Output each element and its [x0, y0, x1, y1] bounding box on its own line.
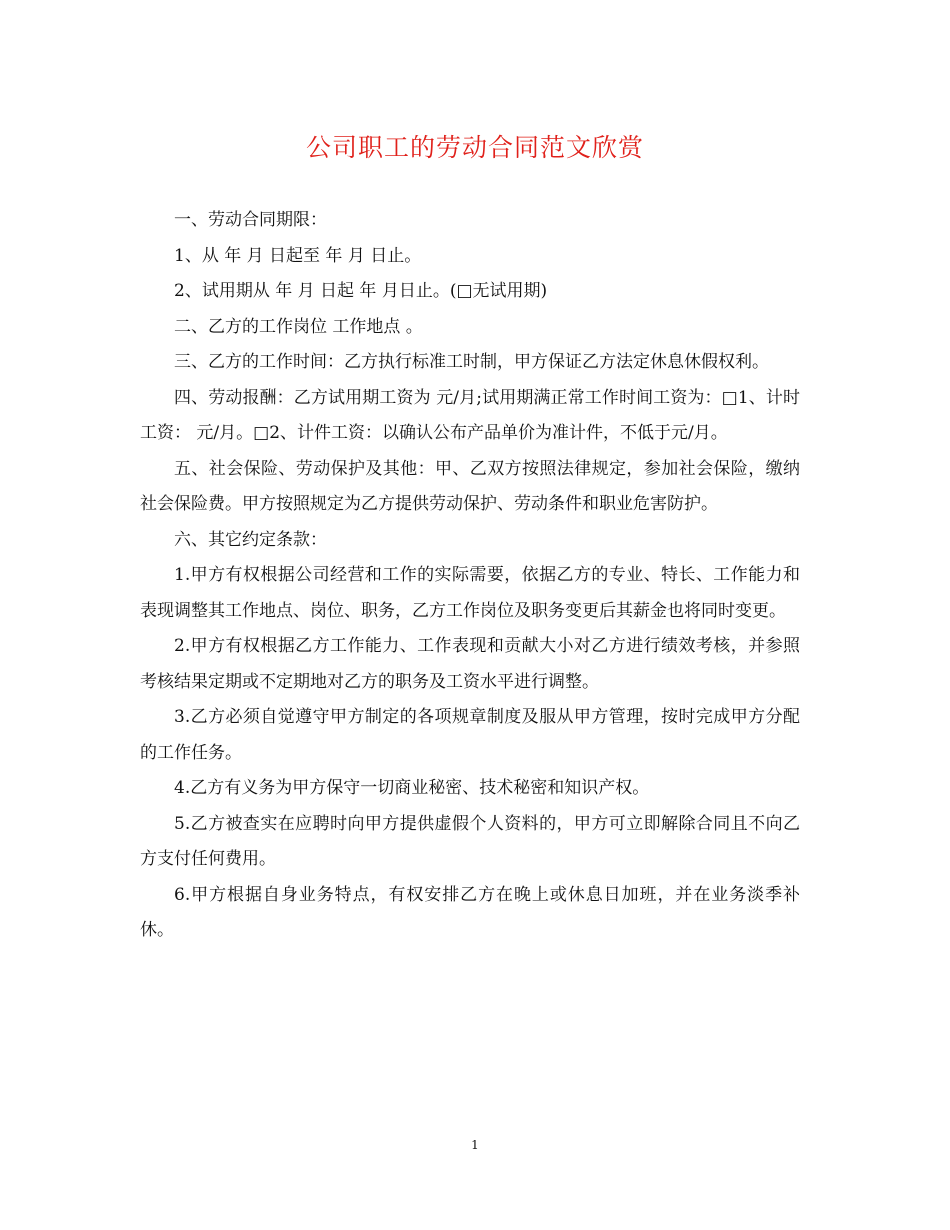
page-number: 1: [471, 1138, 479, 1152]
paragraph: 二、乙方的工作岗位 工作地点 。: [174, 316, 423, 337]
paragraph: 1、从 年 月 日起至 年 月 日止。: [174, 245, 422, 266]
paragraph: 3.乙方必须自觉遵守甲方制定的各项规章制度及服从甲方管理，按时完成甲方分配的工作任务。: [140, 707, 800, 763]
paragraph: 6.甲方根据自身业务特点，有权安排乙方在晚上或休息日加班，并在业务淡季补休。: [140, 884, 800, 940]
paragraph: 1.甲方有权根据公司经营和工作的实际需要，依据乙方的专业、特长、工作能力和表现调整其工作地点、岗位、职务，乙方工作岗位及职务变更后其薪金也将同时变更。: [140, 565, 800, 621]
paragraph: 一、劳动合同期限：: [174, 210, 327, 230]
paragraph: 六、其它约定条款：: [174, 529, 327, 550]
paragraph: 2、试用期从 年 月 日起 年 月日止。(□无试用期): [174, 281, 548, 301]
paragraph: 三、乙方的工作时间：乙方执行标准工时制，甲方保证乙方法定休息休假权利。: [174, 352, 769, 372]
document-title: 公司职工的劳动合同范文欣赏: [305, 133, 644, 162]
document-body: [140, 203, 800, 949]
paragraph: 4.乙方有义务为甲方保守一切商业秘密、技术秘密和知识产权。: [174, 778, 650, 798]
paragraph: 四、劳动报酬：乙方试用期工资为 元/月;试用期满正常工作时间工资为：□1、计时工资： 元/月。□2、计件工资：以确认公布产品单价为准计件，不低于元/月。: [140, 387, 800, 443]
paragraph: 五、社会保险、劳动保护及其他：甲、乙双方按照法律规定，参加社会保险，缴纳社会保险费。甲方按照规定为乙方提供劳动保护、劳动条件和职业危害防护。: [140, 458, 800, 514]
paragraph: 2.甲方有权根据乙方工作能力、工作表现和贡献大小对乙方进行绩效考核，并参照考核结果定期或不定期地对乙方的职务及工资水平进行调整。: [140, 636, 800, 692]
paragraph: 5.乙方被查实在应聘时向甲方提供虚假个人资料的，甲方可立即解除合同且不向乙方支付任何费用。: [140, 813, 800, 869]
